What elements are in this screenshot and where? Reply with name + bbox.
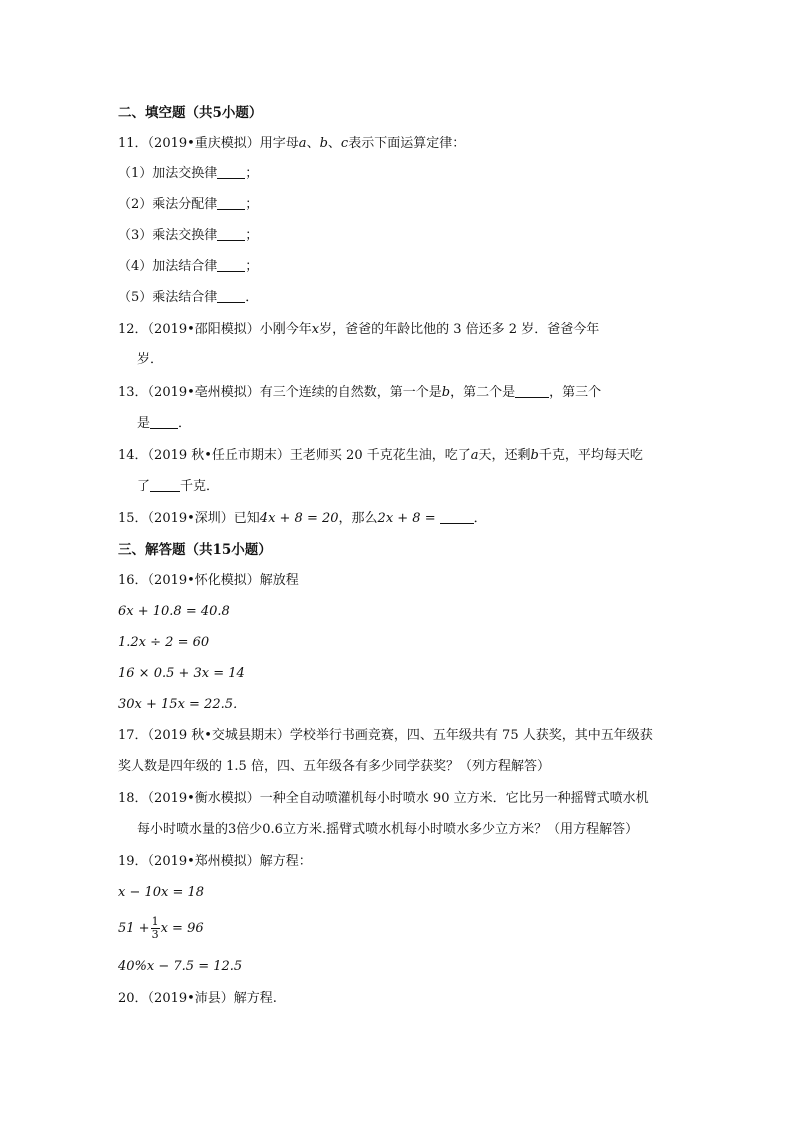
var-b: b: [441, 385, 451, 400]
answer-blank[interactable]: [217, 227, 245, 241]
q11-sep2: 、: [327, 136, 341, 151]
item-end: ；: [245, 259, 259, 274]
q11-item-4: [118, 258, 258, 276]
var-b: b: [530, 448, 539, 463]
q11-item-1: [118, 165, 258, 183]
item-label: （5）乘法结合律: [118, 290, 218, 305]
fraction-numerator: 1: [151, 915, 159, 928]
question-19-title: 19．（2019•郑州模拟）解方程：: [118, 854, 312, 869]
q11-suffix: 表示下面运算定律：: [348, 136, 466, 151]
item-end: ；: [245, 197, 259, 212]
q14-text: 千克．: [180, 479, 220, 494]
answer-blank[interactable]: [217, 258, 245, 272]
q12-text: 12．（2019•邵阳模拟）小刚今年: [118, 322, 312, 337]
equation-16-4: 30x + 15x = 22.5．: [118, 697, 247, 712]
q11-prefix: 11．（2019•重庆模拟）用字母: [118, 136, 299, 151]
item-label: （4）加法结合律: [118, 259, 218, 274]
q12-text: 岁．: [137, 352, 164, 367]
answer-blank[interactable]: [217, 289, 245, 303]
item-label: （1）加法交换律: [118, 166, 218, 181]
q11-sep1: 、: [306, 136, 320, 151]
var-c: c: [340, 136, 349, 151]
q14-text: 千克，平均每天吃: [538, 448, 643, 463]
equation-19-1: x − 10x = 18: [118, 885, 205, 900]
fraction: [151, 916, 160, 941]
q13-text: 13．（2019•亳州模拟）有三个连续的自然数，第一个是: [118, 385, 442, 400]
question-13-line1: [118, 384, 601, 402]
q11-item-5: [118, 289, 258, 307]
item-end: ；: [245, 166, 259, 181]
answer-blank[interactable]: [217, 196, 245, 210]
answer-blank[interactable]: [150, 478, 180, 492]
item-label: （3）乘法交换律: [118, 228, 218, 243]
var-a: a: [470, 448, 479, 463]
item-end: ．: [245, 290, 259, 305]
question-14-line1: [118, 447, 643, 465]
equation-16-1: 6x + 10.8 = 40.8: [118, 604, 230, 619]
q15-text: 15．（2019•深圳）已知: [118, 511, 260, 526]
q11-item-2: [118, 196, 258, 214]
question-13-line2: [137, 415, 191, 433]
answer-blank[interactable]: [150, 415, 178, 429]
question-12-line2: [137, 351, 163, 369]
section-heading-solve: 三、解答题（共15小题）: [118, 542, 272, 558]
q13-text: ，第二个是: [450, 385, 516, 400]
q15-text: ．: [473, 511, 487, 526]
q14-text: 天，还剩: [478, 448, 531, 463]
answer-blank[interactable]: [440, 510, 474, 524]
var-x: x: [311, 322, 320, 337]
question-11: [118, 135, 465, 153]
question-18-line1: 18．（2019•衡水模拟）一种全自动喷灌机每小时喷水 90 立方米．它比另一种摇臂式喷水机: [118, 791, 649, 806]
q14-text: 14．（2019 秋•任丘市期末）王老师买 20 千克花生油，吃了: [118, 448, 471, 463]
equation-16-2: 1.2x ÷ 2 = 60: [118, 635, 210, 650]
fraction-denominator: 3: [151, 928, 159, 941]
question-18-line2: 每小时喷水量的3倍少0.6立方米.摇臂式喷水机每小时喷水多少立方米？（用方程解答）: [137, 822, 639, 837]
question-20-title: 20．（2019•沛县）解方程.: [118, 991, 277, 1006]
question-17-line1: 17．（2019 秋•交城县期末）学校举行书画竞赛，四、五年级共有 75 人获奖，其中五年级获: [118, 728, 653, 743]
question-14-line2: [137, 478, 219, 496]
item-end: ；: [245, 228, 259, 243]
q12-text: 岁，爸爸的年龄比他的 3 倍还多 2 岁．爸爸今年: [319, 322, 600, 337]
equation-16-3: 16 × 0.5 + 3x = 14: [118, 666, 245, 681]
item-label: （2）乘法分配律: [118, 197, 218, 212]
eq-part: 51 +: [118, 921, 150, 936]
q11-item-3: [118, 227, 258, 245]
var-a: a: [298, 136, 307, 151]
question-17-line2: 奖人数是四年级的 1.5 倍，四、五年级各有多少同学获奖？（列方程解答）: [118, 759, 550, 774]
answer-blank[interactable]: [217, 165, 245, 179]
question-15: [118, 510, 487, 528]
equation: 4x + 8 = 20: [259, 511, 339, 526]
q15-text: ，那么: [338, 511, 378, 526]
equation-19-3: 40%x − 7.5 = 12.5: [118, 959, 243, 974]
q13-text: ，第三个: [549, 385, 602, 400]
q13-text: ．: [178, 416, 192, 431]
q13-text: 是: [137, 416, 151, 431]
question-16-title: 16．（2019•怀化模拟）解放程: [118, 573, 299, 588]
equation-19-2: [118, 914, 204, 944]
var-b: b: [319, 136, 328, 151]
q14-text: 了: [137, 479, 151, 494]
answer-blank[interactable]: [515, 384, 549, 398]
equation: 2x + 8 =: [377, 511, 436, 526]
question-12-line1: [118, 321, 599, 339]
section-heading-fill-blank: 二、填空题（共5小题）: [118, 105, 263, 121]
eq-part: x = 96: [160, 921, 204, 936]
